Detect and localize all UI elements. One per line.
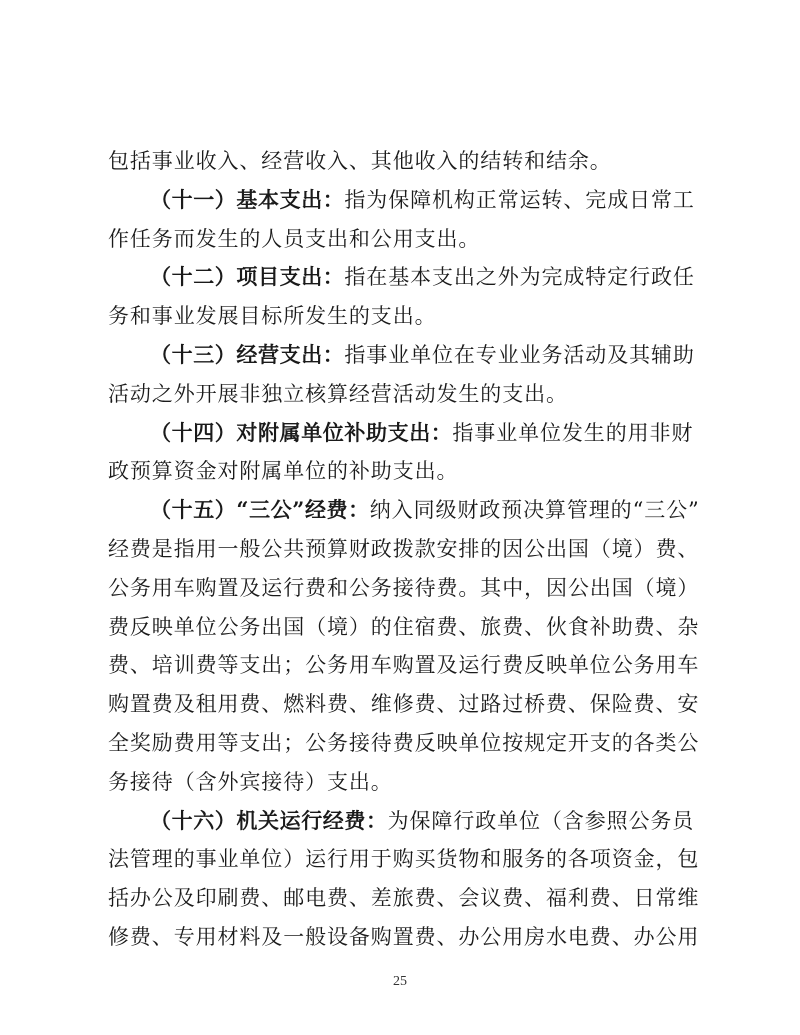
- page-number: 25: [393, 974, 407, 989]
- text-line: [108, 840, 700, 879]
- paragraph-text: 指事业单位在专业业务活动及其辅助: [344, 342, 695, 367]
- text-line: [108, 297, 680, 336]
- paragraph-heading: （十五）“三公”经费：: [150, 497, 370, 523]
- text-line: [108, 336, 695, 375]
- paragraph-heading: （十四）对附属单位补助支出：: [150, 419, 453, 445]
- text-line: [108, 685, 700, 724]
- paragraph-text: 括办公及印刷费、邮电费、差旅费、会议费、福利费、日常维: [108, 886, 700, 911]
- paragraph-text: 务和事业发展目标所发生的支出。: [108, 304, 437, 329]
- text-line: [108, 181, 695, 220]
- text-line: [108, 414, 694, 453]
- paragraph-text: 务接待（含外宾接待）支出。: [108, 769, 393, 794]
- paragraph-heading: （十六）机关运行经费：: [150, 807, 388, 833]
- paragraph-text: 为保障行政单位（含参照公务员: [387, 808, 695, 833]
- paragraph-text: 指在基本支出之外为完成特定行政任: [344, 265, 695, 290]
- text-line: [108, 452, 680, 491]
- paragraph-text: 经费是指用一般公共预算财政拨款安排的因公出国（境）费、: [108, 536, 700, 561]
- paragraph-text: 法管理的事业单位）运行用于购买货物和服务的各项资金，包: [108, 847, 700, 872]
- text-line: [108, 491, 700, 530]
- paragraph-text: 全奖励费用等支出；公务接待费反映单位按规定开支的各类公: [108, 730, 700, 755]
- paragraph-text: 费反映单位公务出国（境）的住宿费、旅费、伙食补助费、杂: [108, 614, 700, 639]
- text-line: [108, 530, 700, 569]
- text-line: [108, 258, 695, 297]
- text-line: [108, 763, 680, 802]
- paragraph-text: 政预算资金对附属单位的补助支出。: [108, 459, 459, 484]
- text-line: [108, 569, 700, 608]
- paragraph-text: 公务用车购置及运行费和公务接待费。其中，因公出国（境）: [108, 575, 700, 600]
- paragraph-heading: （十二）项目支出：: [150, 264, 345, 290]
- text-line: [108, 724, 700, 763]
- paragraph-text: 活动之外开展非独立核算经营活动发生的支出。: [108, 381, 568, 406]
- paragraph-text: 包括事业收入、经营收入、其他收入的结转和结余。: [108, 149, 612, 173]
- paragraph-text: 费、培训费等支出；公务用车购置及运行费反映单位公务用车: [108, 653, 700, 678]
- paragraph-text: 修费、专用材料及一般设备购置费、办公用房水电费、办公用: [108, 924, 700, 949]
- text-line: [108, 879, 700, 918]
- text-line: [108, 802, 695, 841]
- text-line: [108, 646, 700, 685]
- text-line: [108, 608, 700, 647]
- body-text: [108, 142, 700, 957]
- text-line: [108, 918, 700, 957]
- text-line: [108, 375, 680, 414]
- paragraph-text: 作任务而发生的人员支出和公用支出。: [108, 226, 481, 251]
- text-line: [108, 220, 680, 259]
- paragraph-heading: （十一）基本支出：: [150, 186, 345, 212]
- paragraph-text: 指事业单位发生的用非财: [452, 420, 694, 445]
- paragraph-text: 指为保障机构正常运转、完成日常工: [344, 187, 695, 212]
- text-line: [108, 142, 680, 181]
- paragraph-text: 购置费及租用费、燃料费、维修费、过路过桥费、保险费、安: [108, 692, 700, 717]
- paragraph-text: 纳入同级财政预决算管理的“三公”: [369, 498, 700, 523]
- paragraph-heading: （十三）经营支出：: [150, 341, 345, 367]
